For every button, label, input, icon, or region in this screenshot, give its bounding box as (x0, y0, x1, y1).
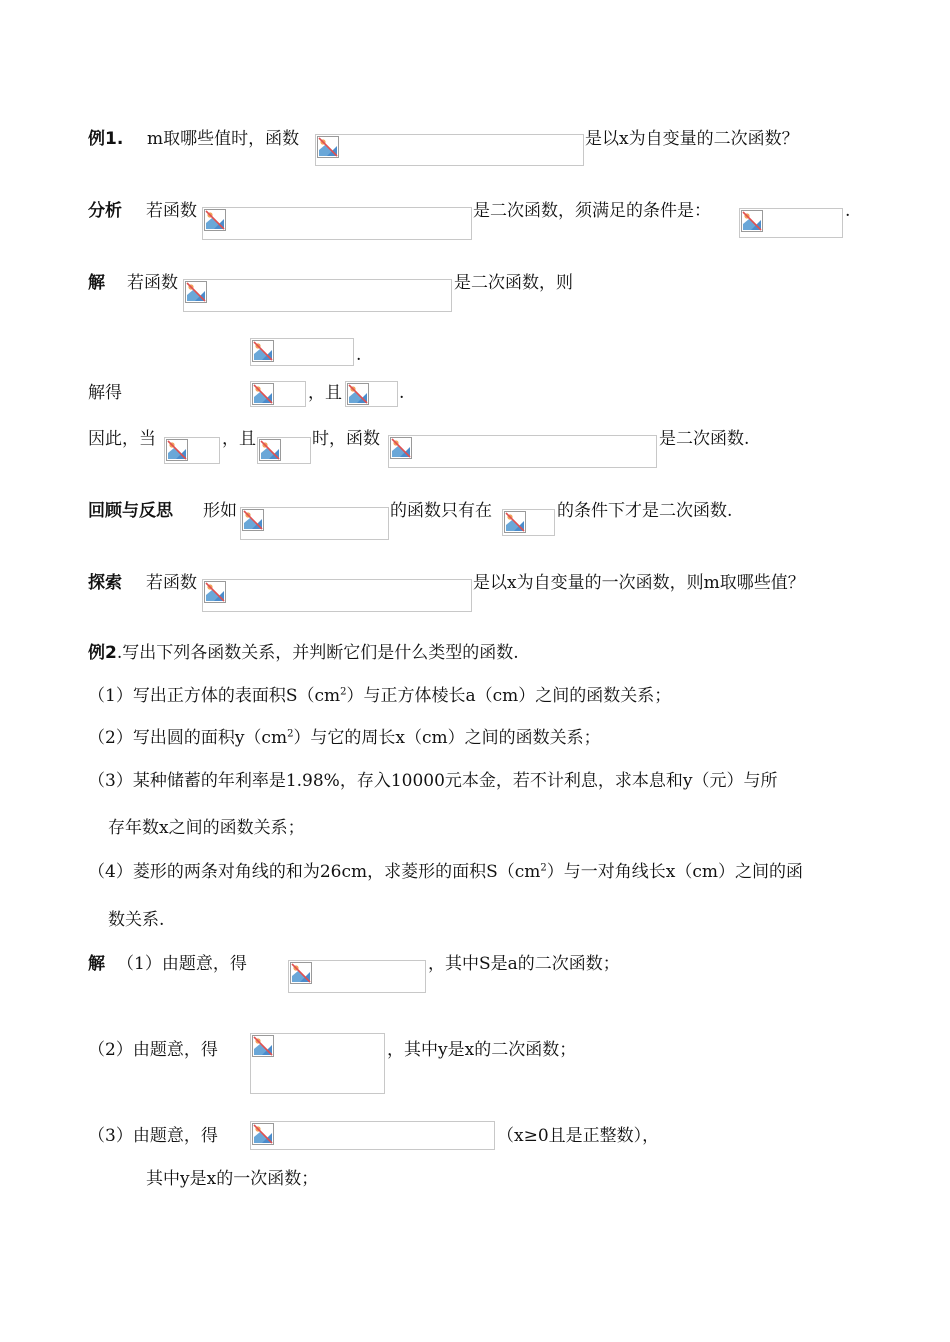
solution-2-part-3-middle: （x≥0且是正整数）， (497, 1126, 660, 1146)
broken-image-icon (204, 209, 226, 231)
formula-image (257, 437, 311, 464)
broken-image-icon (317, 136, 339, 158)
example-2-item-3-line-1: （3）某种储蓄的年利率是1.98%，存入10000元本金，若不计利息，求本息和y（元）与所 (88, 771, 778, 791)
item-4-text-end: ）与一对角线长x（cm）之间的函 (546, 862, 803, 882)
broken-image-icon (204, 581, 226, 603)
formula-image (250, 381, 306, 407)
explore-text-end: 是以x为自变量的一次函数，则m取哪些值？ (473, 573, 805, 593)
conclusion-start: 因此，当 (88, 429, 156, 449)
review-label: 回顾与反思 (88, 501, 173, 521)
broken-image-icon (166, 439, 188, 461)
item-1-text-end: ）与正方体棱长a（cm）之间的函数关系； (346, 686, 672, 706)
solution-2-part-2-start: （2）由题意，得 (88, 1040, 218, 1060)
solution-2-part-1-start: （1）由题意，得 (117, 954, 247, 974)
formula-image (345, 381, 398, 407)
example-2-item-1 (88, 686, 671, 706)
item-2-text-start: （2）写出圆的面积y（cm (88, 728, 288, 748)
conclusion-middle: 时，函数 (312, 429, 380, 449)
conclusion-end: 是二次函数. (659, 429, 750, 449)
broken-image-icon (347, 383, 369, 405)
example-1-question-end: 是以x为自变量的二次函数？ (585, 129, 799, 149)
solution-2-part-3-start: （3）由题意，得 (88, 1126, 218, 1146)
conclusion-and: ，且 (222, 429, 256, 449)
formula-image (502, 509, 555, 536)
solve-and: ，且 (308, 383, 342, 403)
explore-label: 探索 (88, 573, 122, 593)
analysis-text-middle: 是二次函数，须满足的条件是： (473, 201, 711, 221)
broken-image-icon (290, 962, 312, 984)
formula-image (183, 279, 452, 312)
solution-1-label: 解 (88, 273, 105, 293)
broken-image-icon (252, 1035, 274, 1057)
example-2-label: 例2 (88, 643, 117, 663)
example-2-item-4-line-2: 数关系. (108, 910, 165, 930)
broken-image-icon (504, 511, 526, 533)
solution-2-label: 解 (88, 954, 105, 974)
formula-image (250, 1033, 385, 1094)
example-2-item-2 (88, 728, 601, 748)
item-1-text-start: （1）写出正方体的表面积S（cm (88, 686, 341, 706)
broken-image-icon (252, 340, 274, 362)
analysis-label: 分析 (88, 201, 122, 221)
solve-end: . (399, 383, 405, 403)
solve-label: 解得 (88, 383, 122, 403)
formula-image (250, 1121, 495, 1150)
review-text-start: 形如 (203, 501, 237, 521)
solution-1-line2-end: . (356, 345, 362, 365)
example-2-item-4 (88, 862, 803, 882)
example-1-label: 例1. (88, 129, 124, 149)
formula-image (315, 134, 584, 166)
broken-image-icon (185, 281, 207, 303)
broken-image-icon (259, 439, 281, 461)
formula-image (739, 208, 843, 238)
formula-image (388, 435, 657, 468)
solution-2-part-3-end: 其中y是x的一次函数； (146, 1169, 319, 1189)
broken-image-icon (242, 509, 264, 531)
broken-image-icon (252, 1123, 274, 1145)
analysis-text-start: 若函数 (146, 201, 197, 221)
example-2-intro-text: .写出下列各函数关系，并判断它们是什么类型的函数. (116, 643, 519, 663)
solution-2-part-2-end: ，其中y是x的二次函数； (387, 1040, 577, 1060)
formula-image (240, 507, 389, 540)
superscript: 2 (287, 728, 294, 740)
review-text-end: 的条件下才是二次函数. (557, 501, 733, 521)
broken-image-icon (741, 210, 763, 232)
item-4-text-start: （4）菱形的两条对角线的和为26cm，求菱形的面积S（cm (88, 862, 541, 882)
example-2-item-3-line-2: 存年数x之间的函数关系； (108, 818, 305, 838)
broken-image-icon (252, 383, 274, 405)
formula-image (202, 579, 472, 612)
item-2-text-end: ）与它的周长x（cm）之间的函数关系； (293, 728, 601, 748)
example-1-question-start: m取哪些值时，函数 (147, 129, 300, 149)
solution-1-text-end: 是二次函数，则 (454, 273, 573, 293)
review-text-middle: 的函数只有在 (390, 501, 492, 521)
superscript: 2 (340, 686, 347, 698)
formula-image (288, 960, 426, 993)
analysis-text-end: . (845, 201, 851, 221)
broken-image-icon (390, 437, 412, 459)
example-2-intro (88, 643, 519, 663)
superscript: 2 (540, 862, 547, 874)
solution-2-part-1-end: ，其中S是a的二次函数； (428, 954, 620, 974)
formula-image (202, 207, 472, 240)
solution-1-text-start: 若函数 (127, 273, 178, 293)
explore-text-start: 若函数 (146, 573, 197, 593)
formula-image (250, 338, 354, 366)
formula-image (164, 437, 220, 464)
